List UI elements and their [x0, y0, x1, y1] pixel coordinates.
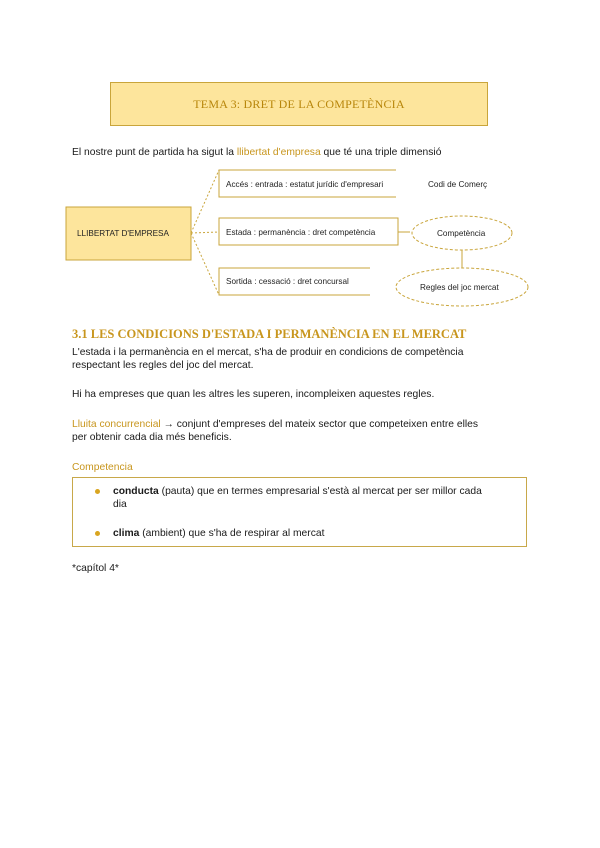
paragraph-lluita-line1: [72, 418, 478, 431]
page-title: TEMA 3: DRET DE LA COMPETÈNCIA: [193, 96, 405, 111]
branch-access-label: Accés : entrada : estatut jurídic d'empresari: [226, 180, 384, 189]
side-note: Codi de Comerç: [428, 180, 488, 189]
list-item-text: [113, 485, 518, 511]
bullet-dot-icon: [95, 531, 100, 536]
paragraph-lluita-line2: per obtenir cada dia més beneficis.: [72, 432, 232, 443]
intro-before: El nostre punt de partida ha sigut la: [72, 147, 237, 158]
lluita-arrow: →: [160, 419, 177, 430]
item-rest-conducta: (pauta) que en termes empresarial s'està al mercat per ser millor cada: [158, 486, 482, 497]
bullet-dot-icon: [95, 489, 100, 494]
ellipse-competencia-label: Competència: [437, 229, 486, 238]
ellipse-regles-label: Regles del joc mercat: [420, 283, 499, 292]
lluita-term: Lluita concurrencial: [72, 419, 161, 430]
connector-access: [191, 170, 219, 233]
connector-stay: [191, 232, 219, 233]
competencia-label: Competencia: [72, 462, 133, 473]
list-item-text: [113, 527, 518, 540]
liberty-diagram: [0, 0, 600, 320]
intro-highlight: llibertat d'empresa: [236, 147, 321, 158]
intro-after: que té una triple dimensió: [320, 147, 442, 158]
branch-exit-label: Sortida : cessació : dret concursal: [226, 277, 349, 286]
item-rest-clima: (ambient) que s'ha de respirar al mercat: [139, 528, 325, 539]
paragraph-estada-line1: L'estada i la permanència en el mercat, s'ha de produir en condicions de competència: [72, 347, 464, 358]
lluita-definition: conjunt d'empreses del mateix sector que competeixen entre elles: [176, 419, 479, 430]
connector-exit: [191, 233, 219, 295]
competencia-box: [72, 477, 527, 547]
branch-stay-label: Estada : permanència : dret competència: [226, 228, 376, 237]
item-line2-conducta: dia: [113, 499, 127, 510]
item-term-conducta: conducta: [113, 486, 159, 497]
item-term-clima: clima: [113, 528, 140, 539]
main-node-label: LLIBERTAT D'EMPRESA: [77, 229, 169, 238]
section-heading: 3.1 LES CONDICIONS D'ESTADA I PERMANÈNCIA EN EL MERCAT: [72, 327, 467, 341]
paragraph-empreses: Hi ha empreses que quan les altres les superen, incompleixen aquestes regles.: [72, 389, 435, 400]
chapter-note: *capítol 4*: [72, 563, 119, 574]
paragraph-estada-line2: respectant les regles del joc del mercat.: [72, 360, 254, 371]
